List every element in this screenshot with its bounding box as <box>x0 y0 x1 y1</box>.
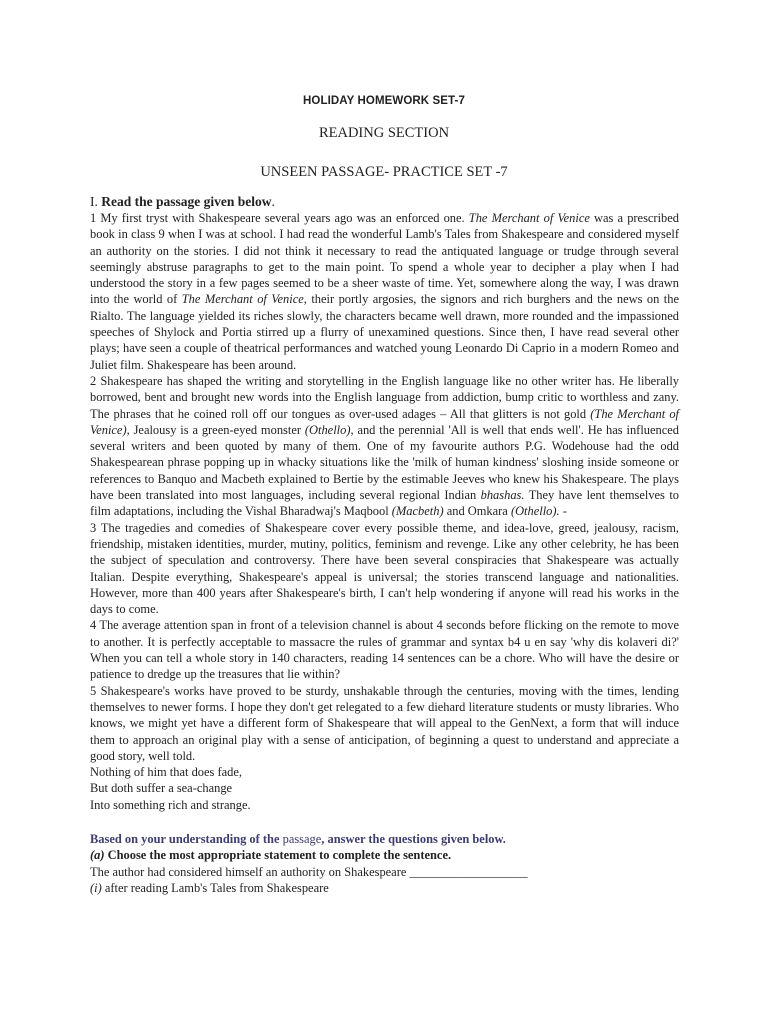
paragraph-3: 3 The tragedies and comedies of Shakespeare cover every possible theme, and idea-love, greed, jealousy, racism, friendship, mistaken identities, murder, mutiny, politics, feminism and revenge. Like any other celebrity, he has been the subject of speculation and controversy. There have been several conspiracies that Shakespeare was actually Italian. Despite everything, Shakespeare's appeal is universal; the stories transcend language and nationalities. However, more than 400 years after Shakespeare's birth, I can't help wondering if anyone will read his works in the days to come. <box>90 520 679 617</box>
homework-title: HOLIDAY HOMEWORK SET-7 <box>303 95 465 107</box>
p1-text-a: 1 My first tryst with Shakespeare several years ago was an enforced one. <box>90 211 469 225</box>
instructions-text-c: , answer the questions given below. <box>321 831 506 846</box>
p2-italic-j: (Othello). <box>510 504 560 519</box>
passage-title: UNSEEN PASSAGE- PRACTICE SET -7 <box>260 164 508 180</box>
p2-text-e: and the perennial 'All is well that ends well'. He has influenced several writers and been quoted by many of them. One of my favourite authors P.G. Wodehouse had the odd Shakespearean phrase popping up in whacky situations like the 'milk of human kindness' sloshing inside someone or references to Banquo and Macbeth explained to Bertie by the estimable Jeeves who knew his Shakespeare. The plays have been translated into most languages, including several regional Indian <box>90 422 679 503</box>
question-a-text: Choose the most appropriate statement to complete the sentence. <box>104 848 452 863</box>
poem-line: Into something rich and strange. <box>90 797 251 812</box>
section-title: READING SECTION <box>318 125 450 141</box>
p1-italic-title: The Merchant of Venice <box>468 211 590 225</box>
p2-text-g: They have lent themselves to film adaptations, including the Vishal Bharadwaj's Maqbool <box>90 488 679 519</box>
question-a-stem: The author had considered himself an authority on Shakespeare ___________________ <box>90 864 528 879</box>
option-i <box>90 880 679 896</box>
question-heading <box>90 193 679 210</box>
paragraph-2 <box>90 373 679 520</box>
question-a-label: (a) <box>90 848 105 863</box>
poem-quote <box>90 764 679 813</box>
poem-line: Nothing of him that does fade, <box>90 765 242 780</box>
p2-italic-d: (Othello), <box>304 422 354 437</box>
p2-text-a: 2 Shakespeare has shaped the writing and storytelling in the English language like no other writer has. He liberally borrowed, bent and brought new words into the English language from addiction, bump critic to worthless and zany. The phrases that he coined roll off our tongues as over-used adages – All that glitters is not gold <box>90 373 679 421</box>
passage-content <box>90 193 679 896</box>
question-number: I. <box>90 194 98 209</box>
option-i-text: after reading Lamb's Tales from Shakespeare <box>101 880 329 895</box>
question-heading-text: Read the passage given below <box>101 194 272 209</box>
p2-italic-h: (Macbeth) <box>391 504 444 519</box>
question-heading-end: . <box>271 194 275 209</box>
p1-italic-title-2: The Merchant of Venice, <box>181 292 307 307</box>
poem-line: But doth suffer a sea-change <box>90 781 233 796</box>
p2-text-c: Jealousy is a green-eyed monster <box>129 422 305 437</box>
p1-text-e: their portly argosies, the signors and rich burghers and the news on the Rialto. The language yielded its riches slowly, the characters became well drawn, more rounded and the impassioned speeches of Shylock and Portia stirred up a flurry of unexamined questions. Since then, I have read several other plays; have seen a couple of theatrical performances and watched young Leonardo Di Caprio in a modern Romeo and Juliet film. Shakespeare has been around. <box>90 292 679 372</box>
paragraph-1 <box>90 210 679 373</box>
paragraph-5: 5 Shakespeare's works have proved to be sturdy, unshakable through the centuries, moving with the times, lending themselves to newer forms. I hope they don't get relegated to a few diehard literature students or musty libraries. Who knows, we might yet have a different form of Shakespeare that will appeal to the GenNext, a form that will induce them to approach an original play with a sense of anticipation, of beginning a quest to understand and appreciate a good story, well told. <box>90 683 679 763</box>
question-instructions <box>90 831 679 847</box>
question-a <box>90 847 679 863</box>
instructions-text-a: Based on your understanding of the <box>90 831 283 846</box>
instructions-text-b: passage <box>282 831 322 846</box>
p2-text-i: and Omkara <box>443 504 511 519</box>
option-i-label: (i) <box>90 880 102 895</box>
p1-text-c: was a prescribed book in class 9 when I was at school. I had read the wonderful Lamb's Tales from Shakespeare and considered myself an authority on the stories. I did not think it necessary to read the antiquated language or trudge through several seemingly abstruse paragraphs to get to the main point. To spend a whole year to decipher a play when I had understood the story in a few pages seemed to be a sheer waste of time. Yet, somewhere along the way, I was drawn into the world of <box>90 211 679 307</box>
p2-text-k: - <box>559 504 567 519</box>
paragraph-4: 4 The average attention span in front of a television channel is about 4 seconds before flicking on the remote to move to another. It is perfectly acceptable to massacre the rules of grammar and syntax b4 u en say 'why dis kolaveri di?' When you can tell a whole story in 140 characters, reading 14 sentences can be a chore. Who will have the desire or patience to dredge up the treasures that lie within? <box>90 618 679 682</box>
p2-italic-b: (The Merchant of Venice), <box>90 406 679 437</box>
p2-italic-f: bhashas. <box>480 488 525 503</box>
